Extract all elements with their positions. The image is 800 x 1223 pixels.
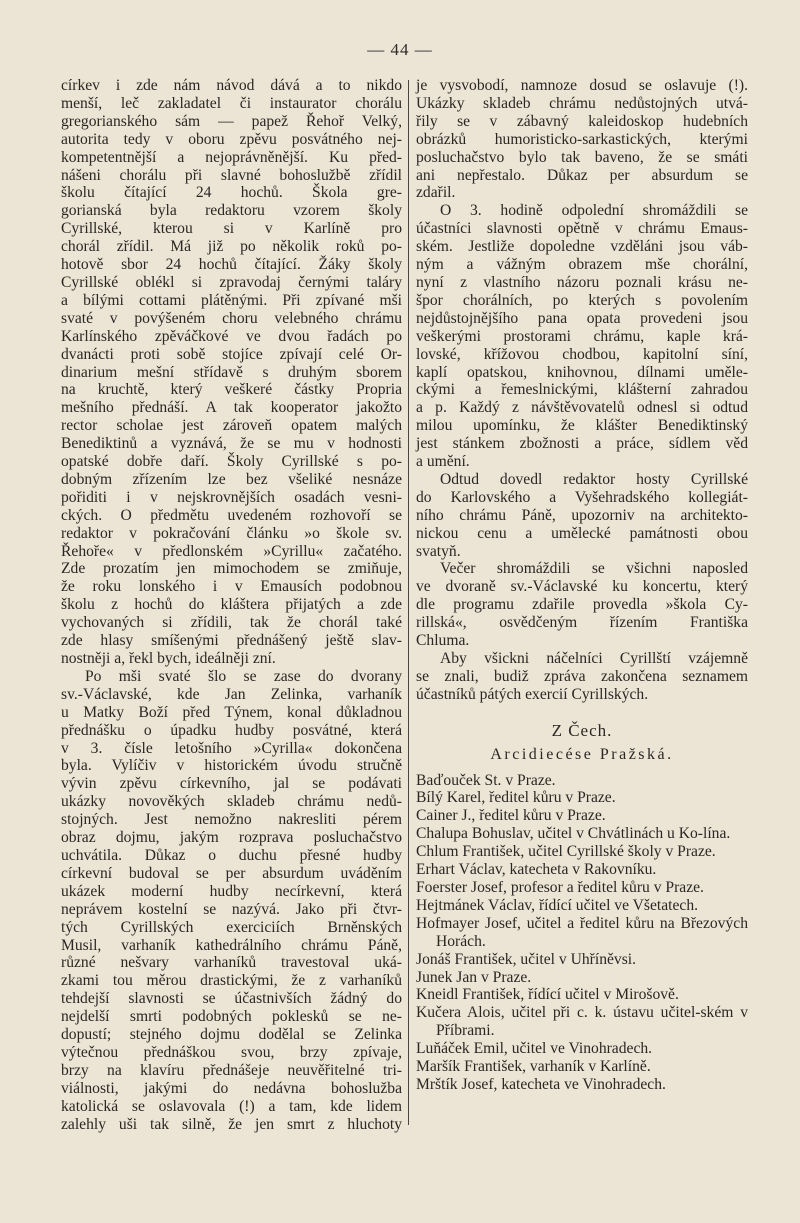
text-line: stojných. Jest nemožno nakresliti pérem [61,811,402,829]
text-line: dopustí; stejného dojmu dodělal se Zelinka [61,1026,402,1044]
text-line: Po mši svaté šlo se zase do dvorany [85,667,402,685]
text-line: a umění. [416,453,470,471]
text-line: účastníci slavnosti opětně v chrámu Emaus- [416,220,748,238]
text-line: kompetentnější a nejoprávněnější. Ku před- [61,148,402,166]
participant-entry: Chlum František, učitel Cyrillské školy v Praze. [416,843,716,861]
text-line: veškerými prostorami chrámu, kaple krá- [416,327,748,345]
text-line: posluchačstvo bylo tak baveno, že se smáti [416,148,748,166]
text-line: obrázků humoristicko-sarkastických, kterými [416,130,748,148]
text-line: ckými a řemeslnickými, klášterní zahradou [416,381,748,399]
text-line: pořiditi i v nejskrovnějších osadách vesni- [61,488,402,506]
text-line: Řehoře« v předlonském »Cyrillu« začatého. [61,542,402,560]
text-line: hotově sbor 24 hochů čítající. Žáky školy [61,256,402,274]
text-line: a p. Každý z návštěvovatelů odnesl si odtud [416,399,748,417]
text-line: Večer shromáždili se všichni naposled [440,560,748,578]
left-column [61,77,402,1133]
participant-entry: Cainer J., ředitel kůru v Praze. [416,807,606,825]
participant-entry: Luňáček Emil, učitel ve Vinohradech. [416,1040,653,1058]
column-divider [408,80,409,1125]
text-line: nejdůstojnějšího pana opata provedeni jsou [416,309,748,327]
text-line: ního chrámu Páně, upozorniv na architekto- [416,506,748,524]
text-line: výtečnou přednáškou svou, brzy zpívaje, [61,1043,402,1061]
participant-entry: Kučera Alois, učitel při c. k. ústavu učitel-ském v Příbrami. [416,1004,748,1040]
text-line: brzy na klavíru přednášeje neuvěřitelné tri- [61,1061,402,1079]
text-line: ském. Jestliže dopoledne vzděláni jsou váb- [416,238,748,256]
text-line: zdařil. [416,184,456,202]
paragraph [416,471,748,561]
text-line: se znali, budiž zpráva zakončena seznamem [416,667,748,685]
text-line: Cyrillské, kterou si v Karlíně pro [61,220,402,238]
text-line: gregorianského sám — papež Řehoř Velký, [61,112,402,130]
text-line: Aby všickni náčelníci Cyrillští vzájemně [440,650,748,667]
paragraph [416,77,748,202]
text-line: zalehly uši tak silně, že jen smrt z hluchoty [61,1115,402,1133]
text-line: ani nepřestalo. Důkaz per absurdum se [416,166,748,184]
paragraph [416,202,748,471]
text-line: vývin zpěvu církevního, jal se podávati [61,775,402,793]
text-line: nejdelší smrti podobných poklesků se ne- [61,1008,402,1026]
text-line: církev i zde nám návod dává a to nikdo [61,77,402,94]
text-line: a bílými cottami plátěnými. Při zpívané mši [61,291,402,309]
participant-entry: Erhart Václav, katecheta v Rakovníku. [416,861,657,879]
right-column [416,77,748,1094]
text-line: nostněji a, řekl bych, ideálněji zní. [61,650,276,667]
text-line: O 3. hodině odpolední shromáždili se [440,202,748,220]
text-line: v 3. čísle letošního »Cyrilla« dokončena [61,739,402,757]
page-number: — 44 — [367,40,433,59]
text-line: je vysvobodí, namnoze dosud se oslavuje (!). [416,77,748,94]
text-line: tých Cyrillských exerciciích Brněnských [61,918,402,936]
text-line: účastníků pátých exercií Cyrillských. [416,685,649,703]
text-line: církevní budoval se per absurdum uváděním [61,864,402,882]
text-line: uchvátila. Důkaz o duchu přesné hudby [61,846,402,864]
text-line: školu čítající 24 hochů. Škola gre- [61,184,402,202]
participant-entry: Hejtmánek Václav, řídící učitel ve Všetatech. [416,896,699,914]
text-line: obraz dojmu, jakým rozprava posluchačstvo [61,829,402,847]
text-line: menší, leč zakladatel či instaurator chorálu [61,94,402,112]
text-line: rillská«, osvědčeným řízením Františka [416,614,748,632]
text-line: že roku lonského i v Emausích podobnou [61,578,402,596]
participant-entry: Junek Jan v Praze. [416,968,532,986]
text-line: chorál zřídil. Má již po několik roků po- [61,238,402,256]
text-line: Musil, varhaník kathedrálního chrámu Páně, [61,936,402,954]
text-line: Ukázky skladeb chrámu nedůstojných utvá- [416,94,748,112]
text-line: vychovaných si zřídili, tak že chorál také [61,614,402,632]
participant-entry: Kneidl František, řídící učitel v Mirošově. [416,986,679,1004]
text-line: dle programu zdařile provedla »škola Cy- [416,596,748,614]
text-line: sv.-Václavské, kde Jan Zelinka, varhaník [61,685,402,703]
text-line: zkami tou měrou drastickými, že z varhaníků [61,972,402,990]
text-line: viálnosti, jakými do nedávna bohoslužba [61,1079,402,1097]
text-line: svaté v povýšeném choru velebného chrámu [61,309,402,327]
participant-entry: Hofmayer Josef, učitel a ředitel kůru na Březových Horách. [416,914,748,950]
text-line: Zde prozatím jen mimochodem se zmiňuje, [61,560,402,578]
text-line: dinarium mešní střídavě s druhým sborem [61,363,402,381]
text-line: opatské dobře daří. Školy Cyrillské s po- [61,453,402,471]
text-line: lovské, křížovou chodbou, kapitolní síní, [416,345,748,363]
participant-entry: Maršík František, varhaník v Karlíně. [416,1058,651,1076]
section-heading: Z Čech. [551,720,613,740]
text-line: do Karlovského a Vyšehradského kollegiát- [416,488,748,506]
text-line: kaplí opatskou, knihovnou, dílnami uměle- [416,363,748,381]
text-line: mešního přednáší. A tak kooperator jakožto [61,399,402,417]
text-line: rector scholae jest zároveň opatem malých [61,417,402,435]
participant-entry: Bílý Karel, ředitel kůru v Praze. [416,789,616,807]
text-line: redaktor v pokračování článku »o škole sv. [61,524,402,542]
text-line: Odtud dovedl redaktor hosty Cyrillské [440,470,748,488]
text-line: autorita tedy v oboru zpěvu posvátného nej- [61,130,402,148]
text-line: svatyň. [416,542,461,560]
text-line: nickou cenu a umělecké památnosti obou [416,524,748,542]
participant-entry: Mrštík Josef, katecheta ve Vinohradech. [416,1075,666,1093]
text-line: školu z hochů do kláštera přijatých a zde [61,596,402,614]
text-line: milou upomínku, že klášter Benediktinský [416,417,748,435]
text-line: tehdejší slavnosti se účastnivších žádný do [61,990,402,1008]
text-line: špor chorálních, po kterých s povolením [416,291,748,309]
text-line: jest stánkem zbožnosti a práce, sídlem věd [416,435,748,453]
paragraph [416,560,748,650]
text-line: přednášku o úpadku hudby posvátné, která [61,721,402,739]
text-line: řily se v zábavný kaleidoskop hudebních [416,112,748,130]
text-line: zde hlasy smíšenými přednášený ještě slav- [61,632,402,650]
participant-entry: Baďouček St. v Praze. [416,771,556,789]
text-line: nyní z vlastního názoru poznali krásu ne- [416,273,748,291]
text-line: Cyrillské oblékl si zpravodaj černými taláry [61,273,402,291]
participant-entry: Jonáš František, učitel v Uhříněvsi. [416,950,637,968]
text-line: ukázky novověkých skladeb chrámu nedů- [61,793,402,811]
text-line: nášeni chorálu při slavné bohoslužbě zřídil [61,166,402,184]
text-line: dobným zřízením lze bez všeliké nesnáze [61,470,402,488]
participant-entry: Foerster Josef, profesor a ředitel kůru v Praze. [416,878,704,896]
text-line: gorianská byla redaktoru vzorem školy [61,202,402,220]
text-line: ve dvoraně sv.-Václavské ku koncertu, který [416,578,748,596]
text-line: neprávem kostelní se nazývá. Jako při čtvr- [61,900,402,918]
text-line: různé nešvary varhaníků travestoval uká- [61,954,402,972]
text-line: katolická se oslavovala (!) a tam, kde lidem [61,1097,402,1115]
text-line: dvanácti proti sobě stojíce zpívají celé Or- [61,345,402,363]
paragraph [416,650,748,704]
text-line: ckých. O předmětu uvedeném rozhovoří se [61,506,402,524]
text-line: Benediktinů a vyznává, že se mu v hodnosti [61,435,402,453]
participant-entry: Chalupa Bohuslav, učitel v Chvátlinách u Ko-lína. [416,825,731,843]
text-line: Karlínského zpěváčkové ve dvou řadách po [61,327,402,345]
text-line: ným a vážným obrazem mše chorální, [416,256,748,274]
text-line: Chluma. [416,632,470,650]
participants-list [416,772,748,1094]
text-line: byla. Vylíčiv v historickém úvodu stručně [61,757,402,775]
text-line: na kruchtě, který veškeré částky Propria [61,381,402,399]
text-line: ukázek moderní hudby necírkevní, která [61,882,402,900]
subsection-heading: Arcidiecése Pražská. [490,745,674,763]
text-line: u Matky Boží před Týnem, konal důkladnou [61,703,402,721]
